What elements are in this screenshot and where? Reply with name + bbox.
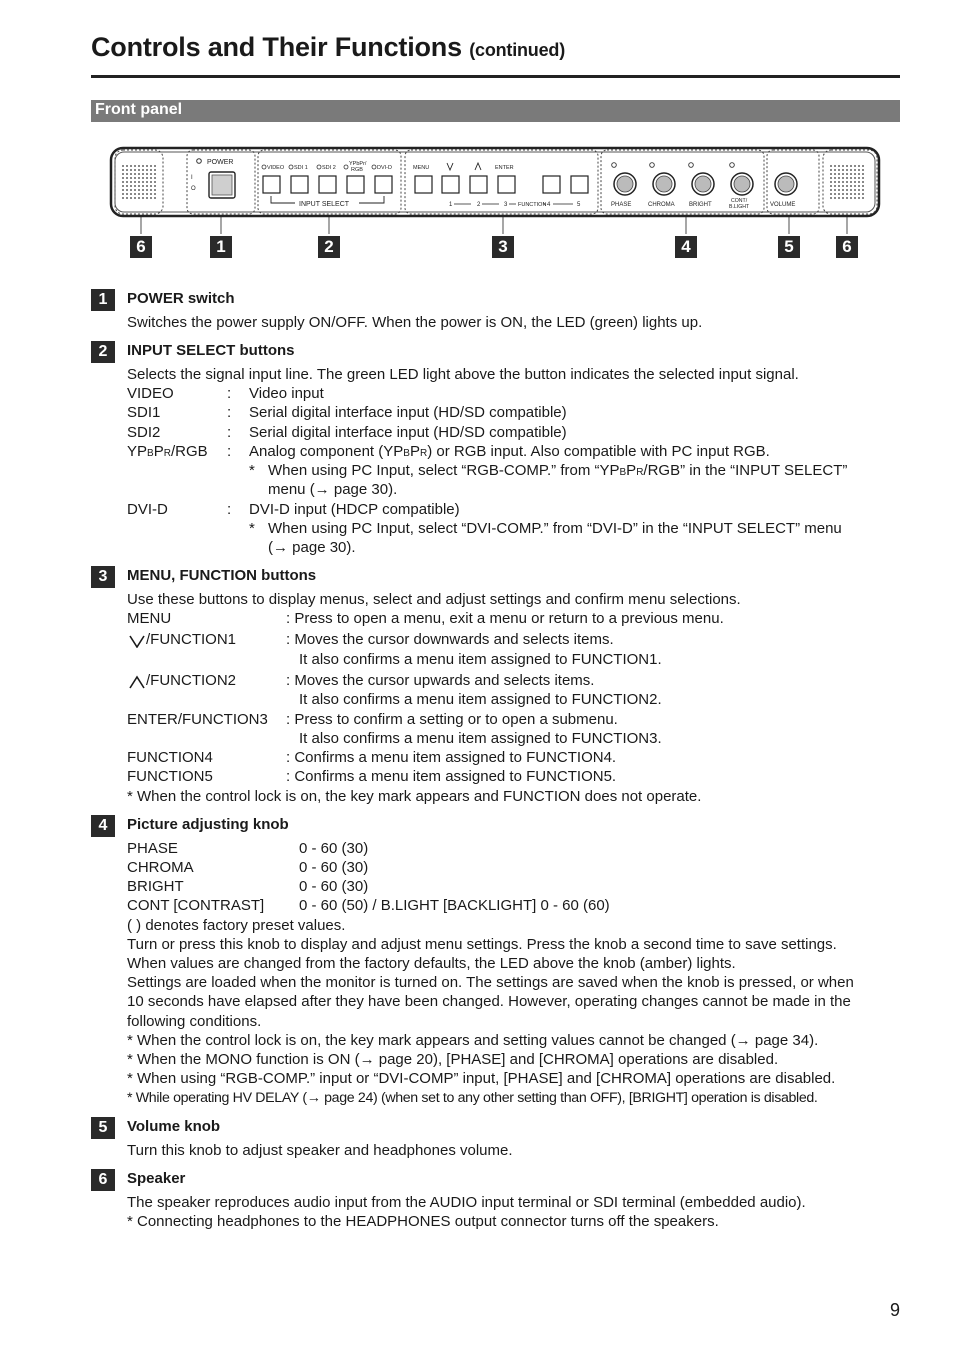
item-1-text: Switches the power supply ON/OFF. When the power is ON, the LED (green) lights up. (127, 314, 703, 331)
item-5-badge: 5 (91, 1117, 115, 1139)
title-rule (91, 75, 900, 78)
svg-text:3: 3 (504, 202, 508, 208)
svg-text:RGB: RGB (351, 167, 363, 173)
row-key: CONT [CONTRAST] (127, 897, 265, 914)
sdi2-button[interactable] (319, 176, 336, 193)
row-desc: : Press to confirm a setting or to open a submenu. (286, 711, 618, 728)
sdi1-button[interactable] (291, 176, 308, 193)
row-key: CHROMA (127, 859, 194, 876)
row-key: /FUNCTION2 (146, 672, 236, 689)
svg-text:YPbPr/: YPbPr/ (349, 161, 367, 167)
item-3-note: * When the control lock is on, the key mark appears and FUNCTION does not operate. (127, 788, 702, 805)
item-6-note: * Connecting headphones to the HEADPHONES output connector turns off the speakers. (127, 1213, 719, 1230)
item-4-note: * While operating HV DELAY (→ page 24) (when set to any other setting than OFF), [BRIGHT] operation is disabled. (127, 1090, 818, 1106)
row-key: VIDEO (127, 385, 174, 402)
svg-text:SDI 2: SDI 2 (322, 165, 336, 171)
svg-text:2: 2 (477, 202, 481, 208)
power-label: POWER (207, 159, 234, 166)
svg-text:DVI-D: DVI-D (377, 165, 392, 171)
item-2-badge: 2 (91, 341, 115, 363)
dvid-button[interactable] (375, 176, 392, 193)
row-desc: Video input (249, 385, 324, 402)
item-4-line: Turn or press this knob to display and adjust menu settings. Press the knob a second time to save settings. (127, 936, 837, 953)
callout-5: 5 (778, 236, 800, 258)
note-asterisk: * (249, 520, 255, 537)
item-1-heading: POWER switch (127, 290, 235, 307)
svg-text:CHROMA: CHROMA (648, 202, 675, 208)
note-text-cont: (→ page 30). (268, 539, 356, 556)
video-button[interactable] (263, 176, 280, 193)
function4-button[interactable] (543, 176, 560, 193)
menu-button[interactable] (415, 176, 432, 193)
row-desc: : Confirms a menu item assigned to FUNCTION5. (286, 768, 617, 785)
svg-text:O: O (191, 186, 196, 192)
item-5-heading: Volume knob (127, 1118, 221, 1135)
svg-text:CONT/: CONT/ (731, 198, 748, 204)
callout-6-right: 6 (836, 236, 858, 258)
row-key: FUNCTION4 (127, 749, 213, 766)
row-desc: : Moves the cursor upwards and selects items. (286, 672, 595, 689)
row-desc: : Moves the cursor downwards and selects items. (286, 631, 614, 648)
row-key: PHASE (127, 840, 178, 857)
item-4-line: ( ) denotes factory preset values. (127, 917, 346, 934)
row-sep: : (227, 404, 232, 421)
item-6-heading: Speaker (127, 1170, 186, 1187)
note-asterisk: * (249, 462, 255, 479)
item-2-intro: Selects the signal input line. The green LED light above the button indicates the selected input signal. (127, 366, 799, 383)
row-value: 0 - 60 (30) (299, 878, 369, 895)
svg-text:B.LIGHT: B.LIGHT (729, 204, 750, 210)
row-value: 0 - 60 (50) / B.LIGHT [BACKLIGHT] 0 - 60 (60) (299, 897, 610, 914)
callout-3: 3 (492, 236, 514, 258)
note-text: When using PC Input, select “RGB-COMP.” from “YPBPR/RGB” in the “INPUT SELECT” (268, 462, 848, 479)
item-4-note: * When the MONO function is ON (→ page 20), [PHASE] and [CHROMA] operations are disabled. (127, 1051, 779, 1068)
row-key: MENU (127, 610, 172, 627)
row-desc: DVI-D input (HDCP compatible) (249, 501, 460, 518)
svg-text:5: 5 (577, 202, 581, 208)
callout-6-left: 6 (130, 236, 152, 258)
svg-text:VOLUME: VOLUME (770, 202, 796, 208)
item-4-note: * When using “RGB-COMP.” input or “DVI-COMP” input, [PHASE] and [CHROMA] operations are disabled. (127, 1070, 836, 1087)
row-desc-cont: It also confirms a menu item assigned to FUNCTION3. (299, 730, 662, 747)
left-speaker-grille (122, 165, 156, 199)
note-text-cont: menu (→ page 30). (268, 481, 398, 498)
row-sep: : (227, 501, 232, 518)
svg-text:FUNCTION: FUNCTION (518, 202, 547, 208)
item-4-line: 10 seconds have elapsed after they have been changed. However, operating changes cannot be made in the (127, 993, 851, 1010)
row-key: DVI-D (127, 501, 168, 518)
section-bar (91, 100, 900, 122)
function5-button[interactable] (571, 176, 588, 193)
callout-4: 4 (675, 236, 697, 258)
svg-text:SDI 1: SDI 1 (294, 165, 308, 171)
svg-text:BRIGHT: BRIGHT (689, 202, 712, 208)
row-desc-ypbpr: Analog component (YPBPR) or RGB input. Also compatible with PC input RGB. (249, 443, 770, 460)
callout-2: 2 (318, 236, 340, 258)
function2-button[interactable] (470, 176, 487, 193)
row-desc: : Confirms a menu item assigned to FUNCTION4. (286, 749, 617, 766)
svg-text:1: 1 (449, 202, 453, 208)
row-sep: : (227, 385, 232, 402)
item-2-heading: INPUT SELECT buttons (127, 342, 295, 359)
row-key: ENTER/FUNCTION3 (127, 711, 268, 728)
svg-text:VIDEO: VIDEO (267, 165, 285, 171)
item-3-badge: 3 (91, 566, 115, 588)
row-desc-cont: It also confirms a menu item assigned to FUNCTION1. (299, 651, 662, 668)
down-arrow-icon (129, 634, 145, 648)
right-speaker-grille (830, 165, 864, 199)
item-4-heading: Picture adjusting knob (127, 816, 289, 833)
row-key: SDI2 (127, 424, 161, 441)
row-value: 0 - 60 (30) (299, 859, 369, 876)
row-desc: Serial digital interface input (HD/SD compatible) (249, 424, 567, 441)
note-text: When using PC Input, select “DVI-COMP.” from “DVI-D” in the “INPUT SELECT” menu (268, 520, 842, 537)
row-desc-cont: It also confirms a menu item assigned to FUNCTION2. (299, 691, 662, 708)
item-6-text: The speaker reproduces audio input from the AUDIO input terminal or SDI terminal (embedded audio). (127, 1194, 806, 1211)
title-suffix: (continued) (469, 40, 565, 60)
item-4-line: Settings are loaded when the monitor is turned on. The settings are saved when the knob is pressed, or when (127, 974, 854, 991)
row-desc: Serial digital interface input (HD/SD compatible) (249, 404, 567, 421)
row-sep: : (227, 443, 232, 460)
row-key: FUNCTION5 (127, 768, 213, 785)
row-key: /FUNCTION1 (146, 631, 236, 648)
item-3-intro: Use these buttons to display menus, select and adjust settings and confirm menu selections. (127, 591, 741, 608)
section-label: Front panel (95, 101, 183, 118)
row-key-ypbpr: YPBPR/RGB (127, 443, 208, 460)
item-4-badge: 4 (91, 815, 115, 837)
ypbpr-rgb-button[interactable] (347, 176, 364, 193)
page-title: Controls and Their Functions (continued) (91, 32, 565, 62)
page-number: 9 (889, 1300, 900, 1320)
callout-1: 1 (210, 236, 232, 258)
item-4-note: * When the control lock is on, the key mark appears and setting values cannot be changed (→ page 34). (127, 1032, 819, 1049)
svg-text:MENU: MENU (413, 165, 430, 171)
row-desc: : Press to open a menu, exit a menu or return to a previous menu. (286, 610, 724, 627)
svg-text:ENTER: ENTER (495, 165, 514, 171)
item-6-badge: 6 (91, 1169, 115, 1191)
row-sep: : (227, 424, 232, 441)
item-1-badge: 1 (91, 289, 115, 311)
up-arrow-icon (129, 675, 145, 689)
row-key: SDI1 (127, 404, 161, 421)
item-3-heading: MENU, FUNCTION buttons (127, 567, 317, 584)
input-select-label: INPUT SELECT (299, 201, 350, 208)
function1-button[interactable] (442, 176, 459, 193)
item-5-text: Turn this knob to adjust speaker and headphones volume. (127, 1142, 513, 1159)
svg-text:PHASE: PHASE (611, 202, 632, 208)
item-4-line: following conditions. (127, 1013, 262, 1030)
item-4-line: When values are changed from the factory defaults, the LED above the knob (amber) lights. (127, 955, 736, 972)
svg-text:I: I (191, 175, 193, 181)
row-key: BRIGHT (127, 878, 184, 895)
svg-text:4: 4 (547, 202, 551, 208)
row-value: 0 - 60 (30) (299, 840, 369, 857)
function3-button[interactable] (498, 176, 515, 193)
